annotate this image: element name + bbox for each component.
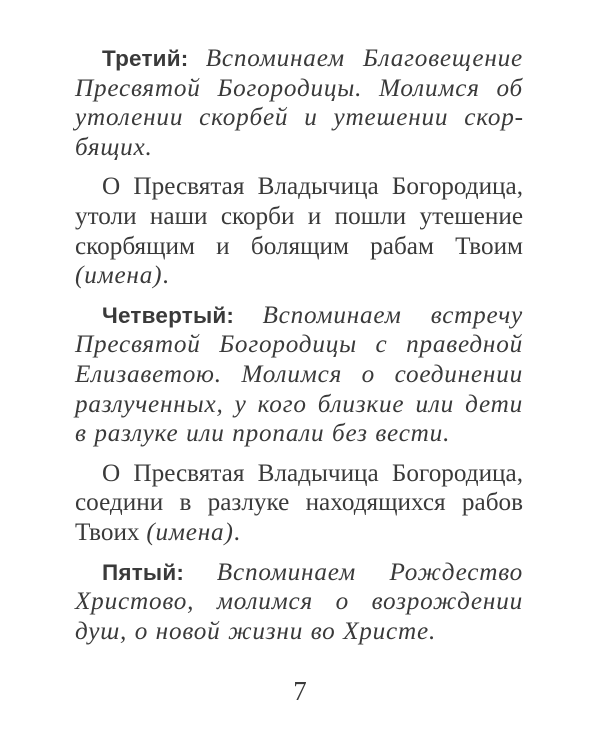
prayer-names-placeholder: (имена) (75, 262, 163, 290)
prayer-consolation (75, 172, 523, 290)
section-body-fourth: Вспоминаем встречу Пресвятой Богородицы с праведной Елизаветою. Молимся о соединении разлученных, у кого близкие или дети в разлуке или пропали без вести. (75, 301, 524, 448)
page-content (75, 44, 523, 656)
section-lead-fifth: Пятый: (102, 559, 185, 585)
page-number: 7 (293, 676, 307, 706)
prayer-reunion (75, 459, 523, 548)
section-body-third: Вспоминаем Благовещение Пресвятой Богородицы. Молимся об утолении скорбей и утешении скорбящих. (75, 45, 523, 161)
section-lead-third: Третий: (102, 46, 189, 71)
paragraph-fifth (75, 558, 523, 647)
prayer-text: О Пресвятая Владычица Богородица, утоли наши скорби и пошли утешение скорбящим и болящим рабам Твоим (75, 173, 523, 260)
section-body-fifth: Вспоминаем Рождество Христово, молимся о возрождении душ, о новой жизни во Христе. (75, 558, 523, 645)
prayer-end: . (233, 518, 240, 546)
paragraph-third (75, 44, 523, 162)
prayer-names-placeholder: (имена) (146, 518, 234, 546)
prayer-text: О Пресвятая Владычица Богородица, соедини в разлуке находящихся рабов Твоих (75, 459, 523, 546)
section-lead-fourth: Четвертый: (102, 302, 235, 328)
prayer-end: . (162, 262, 169, 290)
paragraph-fourth (75, 301, 523, 449)
